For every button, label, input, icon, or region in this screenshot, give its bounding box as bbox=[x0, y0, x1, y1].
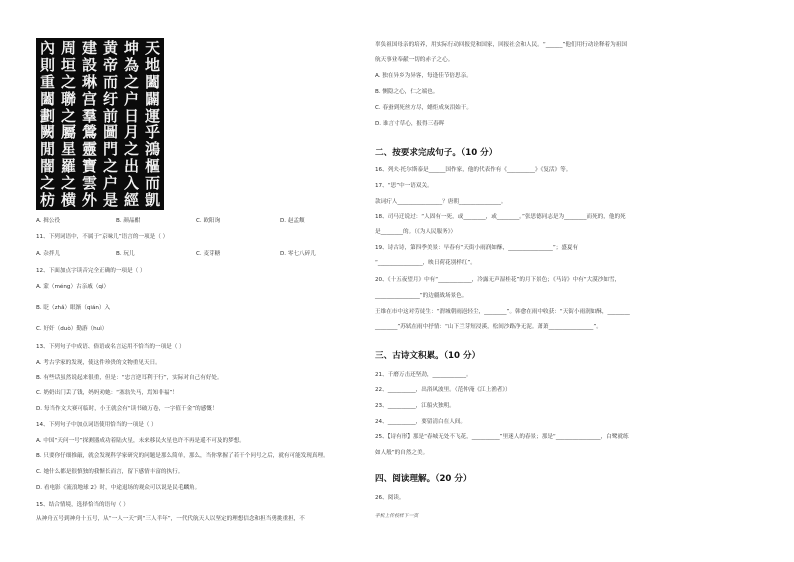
q18-continued: 是________的。（《为人民服务》） bbox=[375, 229, 457, 235]
section-2-heading: 二、按要求完成句子。（10 分） bbox=[375, 148, 498, 158]
q17-blank-line: 款词疔人________________？唐朝_______________。 bbox=[375, 199, 507, 205]
q11-option-d: D. 零七八碎儿 bbox=[280, 251, 316, 257]
q21: 21、千磨万击还坚劲，____________。 bbox=[375, 372, 472, 378]
calligraphy-char: 闔 bbox=[39, 89, 55, 108]
calligraphy-char: 之 bbox=[102, 157, 118, 176]
calligraphy-char: 坤 bbox=[123, 39, 139, 57]
q10-option-b: B. 颜晶酣 bbox=[116, 218, 141, 224]
calligraphy-char: 琳 bbox=[81, 72, 97, 91]
calligraphy-char: 闔 bbox=[144, 72, 160, 91]
calligraphy-char: 外 bbox=[81, 190, 97, 209]
calligraphy-char: 靈 bbox=[81, 140, 97, 159]
calligraphy-char: 帝 bbox=[102, 55, 118, 74]
calligraphy-column bbox=[142, 40, 163, 208]
q14-stem: 14、下列句子中加点词语使用恰当的一项是（ ） bbox=[36, 422, 157, 428]
calligraphy-char: 前 bbox=[102, 106, 118, 125]
calligraphy-char: 乎 bbox=[144, 123, 160, 142]
calligraphy-char: 户 bbox=[102, 174, 118, 192]
calligraphy-char: 建 bbox=[81, 39, 97, 57]
calligraphy-char: 之 bbox=[39, 174, 55, 192]
q16: 16、列夫·托尔斯泰是______国作家，他的代表作有《__________》《复活》等。 bbox=[375, 167, 572, 173]
calligraphy-char: 宫 bbox=[81, 89, 97, 108]
q14-option-d: D. 看电影《流浪地球 2》时，中途退场的观众可以说是民毛麟角。 bbox=[36, 485, 201, 491]
calligraphy-char: 聯 bbox=[60, 89, 76, 108]
q15-option-b: B. 恻隐之心，仁之端也。 bbox=[375, 89, 439, 95]
calligraphy-char: 周 bbox=[60, 39, 76, 57]
q13-option-a: A. 考古学家的发现，使这件珍贵的文物重见天日。 bbox=[36, 360, 161, 366]
q11-stem: 11、下列词语中，不属于“京味儿”语言的一项是（ ） bbox=[36, 234, 169, 240]
calligraphy-char: 闇 bbox=[39, 157, 55, 176]
calligraphy-char: 樞 bbox=[144, 157, 160, 176]
q11-option-c: C. 麦芽糖 bbox=[196, 251, 221, 257]
calligraphy-char: 横 bbox=[60, 190, 76, 209]
q25-continued: 如人般”的自然之美。 bbox=[375, 450, 429, 456]
calligraphy-char: 垣 bbox=[60, 55, 76, 74]
q20-rain-line1: 王维在市中这对劳徒生：“渭城朝雨浥轻尘，________”。韩愈在雨中收获：“天街小雨润如酥，________ bbox=[375, 309, 630, 315]
calligraphy-char: 寶 bbox=[81, 157, 97, 176]
calligraphy-column bbox=[37, 40, 58, 208]
q14-option-c: C. 她什么都是很慎独的我惭长而言，留下感情丰富的执行。 bbox=[36, 469, 184, 475]
q10-option-d: D. 赵孟頫 bbox=[280, 218, 305, 224]
q12-option-a: A. 蒙（méng）古亲戚（qì） bbox=[36, 284, 110, 290]
calligraphy-char: 之 bbox=[60, 174, 76, 192]
calligraphy-char: 之 bbox=[123, 140, 139, 159]
q24: 24、__________，要留清白在人间。 bbox=[375, 419, 467, 425]
calligraphy-char: 地 bbox=[144, 55, 160, 74]
q12-option-b: B. 眨（zhǎ）眼渐（qián）入 bbox=[36, 305, 111, 311]
calligraphy-char: 之 bbox=[60, 72, 76, 91]
section-3-heading: 三、古诗文积累。（10 分） bbox=[375, 351, 481, 361]
calligraphy-char: 羅 bbox=[60, 157, 76, 176]
q17: 17、“思”中一语双关。 bbox=[375, 183, 433, 189]
calligraphy-char: 設 bbox=[81, 55, 97, 74]
q13-option-d: D. 每当作文大赛可临时，小王就会有“读书破万卷，一字值千金”的感慨！ bbox=[36, 406, 218, 412]
calligraphy-column bbox=[58, 40, 79, 208]
q26: 26、阅读。 bbox=[375, 495, 405, 501]
calligraphy-char: 纡 bbox=[102, 89, 118, 108]
footer-note: 手机上传校样下一页 bbox=[375, 514, 419, 519]
calligraphy-char: 之 bbox=[123, 72, 139, 91]
q15-stem: 15、结合情境，选择恰当的语句（ ） bbox=[36, 502, 129, 508]
q13-stem: 13、下列句子中成语、俗语或名言运用不恰当的一项是（ ） bbox=[36, 344, 185, 350]
calligraphy-char: 月 bbox=[123, 123, 139, 142]
q12-stem: 12、下面加点字读音完全正确的一项是（ ） bbox=[36, 268, 146, 274]
calligraphy-column bbox=[79, 40, 100, 208]
q12-option-c: C. 好奸（duò）勤游（huì） bbox=[36, 326, 108, 332]
calligraphy-char: 星 bbox=[60, 140, 76, 159]
q11-option-b: B. 玩儿 bbox=[116, 251, 135, 257]
calligraphy-char: 經 bbox=[123, 190, 139, 209]
calligraphy-char: 鴻 bbox=[144, 140, 160, 159]
calligraphy-char: 凱 bbox=[144, 190, 160, 209]
calligraphy-char: 羣 bbox=[81, 106, 97, 125]
calligraphy-char: 則 bbox=[39, 55, 55, 74]
calligraphy-char: 鶯 bbox=[81, 123, 97, 142]
calligraphy-char: 為 bbox=[123, 55, 139, 74]
calligraphy-char: 而 bbox=[144, 174, 160, 192]
calligraphy-char: 劃 bbox=[39, 106, 55, 125]
calligraphy-column bbox=[121, 40, 142, 208]
calligraphy-char: 日 bbox=[123, 106, 139, 125]
q22: 22、__________，出浴风波里。（范仲淹《江上渔者》） bbox=[375, 387, 511, 393]
calligraphy-char: 運 bbox=[144, 106, 160, 125]
calligraphy-char: 屬 bbox=[60, 123, 76, 142]
q18: 18、司马迁说过：“人固有一死，或________，或________。”张思德同志是为________而死的，他的死 bbox=[375, 214, 626, 220]
q19-continued: “________________，映日荷花别样红”。 bbox=[375, 260, 476, 266]
section-4-heading: 四、阅读理解。（20 分） bbox=[375, 474, 472, 484]
calligraphy-char: 枋 bbox=[39, 190, 55, 209]
q14-option-a: A. 中国“天问一号”探测器成功着陆火星，未来移民火星也许不再是遥不可及的梦想。 bbox=[36, 438, 245, 444]
q15-passage-line3: 航天事业奉献一切的赤子之心。 bbox=[375, 57, 454, 63]
calligraphy-char: 重 bbox=[39, 72, 55, 91]
q20: 20、《十五夜望月》中有“____________，冷露无声湿桂花”的月下景色；《马诗》中有“大漠沙如雪， bbox=[375, 277, 621, 283]
q10-option-c: C. 欧阳询 bbox=[196, 218, 221, 224]
calligraphy-char: 是 bbox=[102, 190, 118, 209]
calligraphy-char: 雲 bbox=[81, 174, 97, 192]
calligraphy-char: 闢 bbox=[144, 89, 160, 108]
q15-option-d: D. 谁言寸草心，报得三春晖 bbox=[375, 121, 445, 127]
q23: 23、__________，江船火独明。 bbox=[375, 403, 455, 409]
calligraphy-char: 閒 bbox=[39, 140, 55, 159]
calligraphy-char: 之 bbox=[60, 106, 76, 125]
q14-option-b: B. 只要你仔细推敲，就会发现科学家研究的问题是那么简单，那么，当你掌握了若干个问号之后，就有可能发现真理。 bbox=[36, 453, 329, 459]
q13-option-c: C. 奶奶出门丢了钱，妈妈劝她：“塞翁失马，焉知非福”！ bbox=[36, 390, 178, 396]
calligraphy-char: 闕 bbox=[39, 123, 55, 142]
q25: 25、【诗有形】那是“春城无处不飞花，__________”里迷人的春景；那是“________________，白鹭就练 bbox=[375, 434, 629, 440]
calligraphy-char: 户 bbox=[123, 89, 139, 108]
q15-passage-line2: 辜负祖国母亲的培养，用实际行动回报党和国家，回报社会和人民。“______”他们用行动诠释着为祖国 bbox=[375, 42, 627, 48]
q11-option-a: A. 杂拌儿 bbox=[36, 251, 61, 257]
q15-option-c: C. 春蚕到死丝方尽，蜡炬成灰泪始干。 bbox=[375, 105, 472, 111]
q19: 19、诗古诗，第四季美景：早春有“天街小雨润如酥，________________”；盛夏有 bbox=[375, 245, 579, 251]
calligraphy-char: 圖 bbox=[102, 123, 118, 142]
calligraphy-grid bbox=[37, 40, 163, 208]
calligraphy-image bbox=[36, 38, 164, 210]
calligraphy-char: 出 bbox=[123, 157, 139, 176]
calligraphy-char: 入 bbox=[123, 174, 139, 192]
calligraphy-char: 內 bbox=[39, 39, 55, 57]
calligraphy-char: 黄 bbox=[102, 39, 118, 57]
q20-rain-line2: ________”苏轼在雨中抒情：“山下兰芽短浸溪，松间沙路净无泥。萧萧________________”。 bbox=[375, 324, 602, 330]
calligraphy-column bbox=[100, 40, 121, 208]
calligraphy-char: 而 bbox=[102, 72, 118, 91]
q15-option-a: A. 独在异乡为异客，每逢佳节倍思亲。 bbox=[375, 73, 472, 79]
q13-option-b: B. 有些话虽然说起来很重，但是：“忠言逆耳利于行”，实际对自己有好处。 bbox=[36, 375, 223, 381]
calligraphy-char: 門 bbox=[102, 140, 118, 159]
calligraphy-char: 天 bbox=[144, 39, 160, 57]
q15-passage-line1: 从神舟五号到神舟十五号，从“一人一天”到“三人半年”，一代代航天人以坚定的理想信念和担当勇挑重担，不 bbox=[36, 516, 305, 522]
q10-option-a: A. 揖公役 bbox=[36, 218, 61, 224]
q20-continued: ________________”的边疆战场景色。 bbox=[375, 293, 468, 299]
